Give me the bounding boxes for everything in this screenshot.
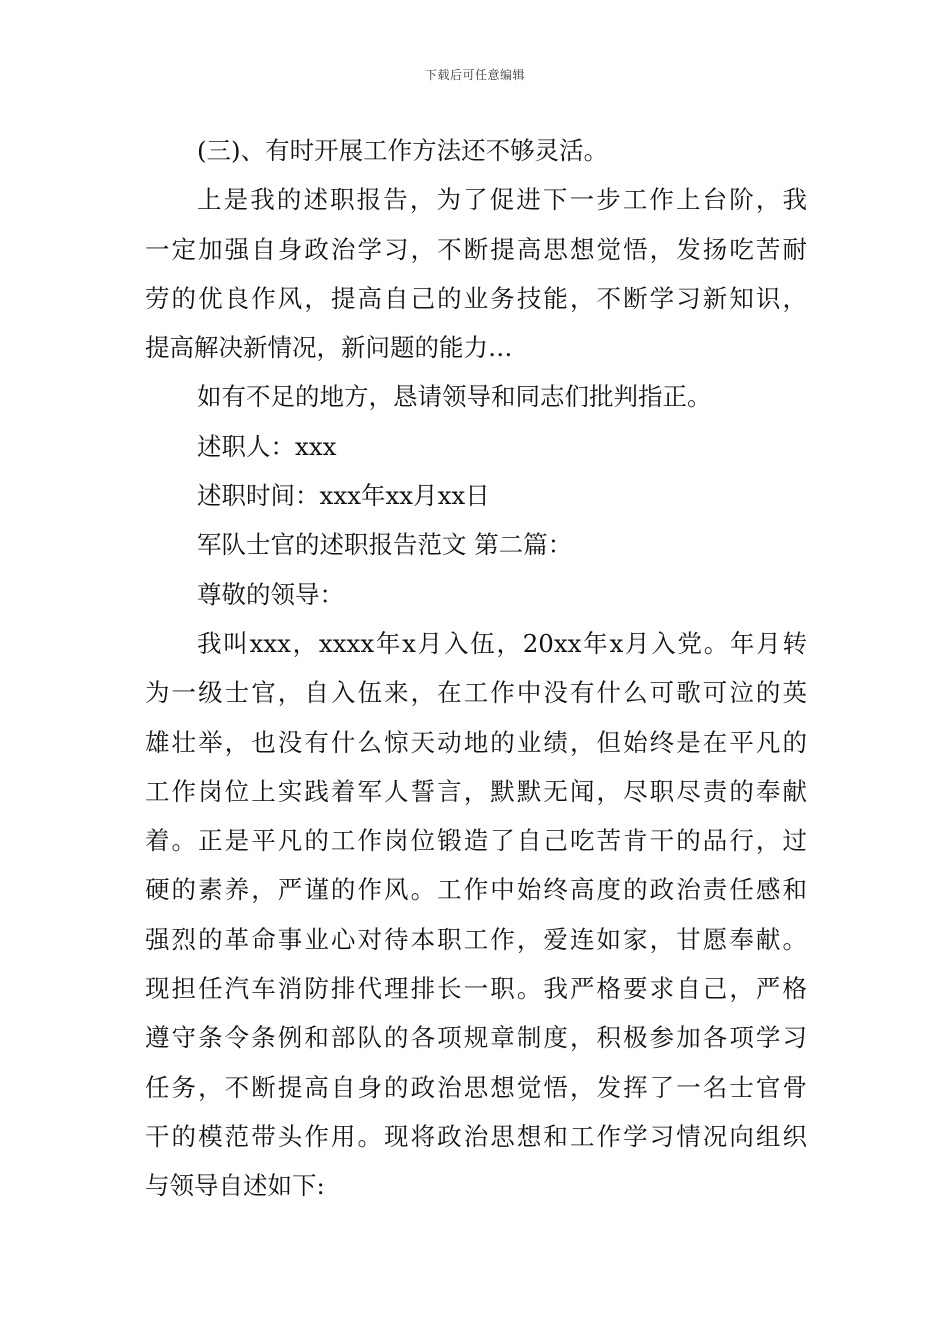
paragraph-line: 与领导自述如下: bbox=[145, 1171, 325, 1201]
paragraph-line: 雄壮举，也没有什么惊天动地的业绩，但始终是在平凡的 bbox=[145, 727, 807, 757]
paragraph-line: 提高解决新情况，新问题的能力… bbox=[145, 333, 513, 363]
paragraph-line: 硬的素养，严谨的作风。工作中始终高度的政治责任感和 bbox=[145, 875, 807, 905]
paragraph-line: 工作岗位上实践着军人誓言，默默无闻，尽职尽责的奉献 bbox=[145, 776, 807, 806]
paragraph-line: 干的模范带头作用。现将政治思想和工作学习情况向组织 bbox=[145, 1121, 807, 1151]
paragraph-line: (三)、有时开展工作方法还不够灵活。 bbox=[197, 136, 609, 165]
paragraph-line: 现担任汽车消防排代理排长一职。我严格要求自己，严格 bbox=[145, 974, 807, 1004]
paragraph-line: 上是我的述职报告，为了促进下一步工作上台阶，我 bbox=[197, 185, 807, 215]
signature-line: 述职人：xxx bbox=[197, 431, 337, 461]
paragraph-line: 我叫xxx，xxxx年x月入伍，20xx年x月入党。年月转 bbox=[197, 628, 807, 658]
paragraph-line: 劳的优良作风，提高自己的业务技能，不断学习新知识， bbox=[145, 283, 807, 313]
header-note: 下载后可任意编辑 bbox=[424, 68, 525, 82]
paragraph-line: 强烈的革命事业心对待本职工作，爱连如家，甘愿奉献。 bbox=[145, 924, 807, 954]
document-body bbox=[145, 126, 807, 1211]
paragraph-line: 任务，不断提高自身的政治思想觉悟，发挥了一名士官骨 bbox=[145, 1072, 807, 1102]
salutation: 尊敬的领导： bbox=[197, 579, 344, 609]
section-title: 军队士官的述职报告范文 第二篇： bbox=[197, 530, 573, 560]
paragraph-line: 如有不足的地方，恳请领导和同志们批判指正。 bbox=[197, 382, 712, 412]
paragraph-line: 为一级士官，自入伍来，在工作中没有什么可歌可泣的英 bbox=[145, 678, 807, 708]
paragraph-line: 一定加强自身政治学习，不断提高思想觉悟，发扬吃苦耐 bbox=[145, 234, 807, 264]
paragraph-line: 遵守条令条例和部队的各项规章制度，积极参加各项学习 bbox=[145, 1023, 807, 1053]
date-line: 述职时间：xxx年xx月xx日 bbox=[197, 481, 490, 511]
paragraph-line: 着。正是平凡的工作岗位锻造了自己吃苦肯干的品行，过 bbox=[145, 826, 807, 856]
